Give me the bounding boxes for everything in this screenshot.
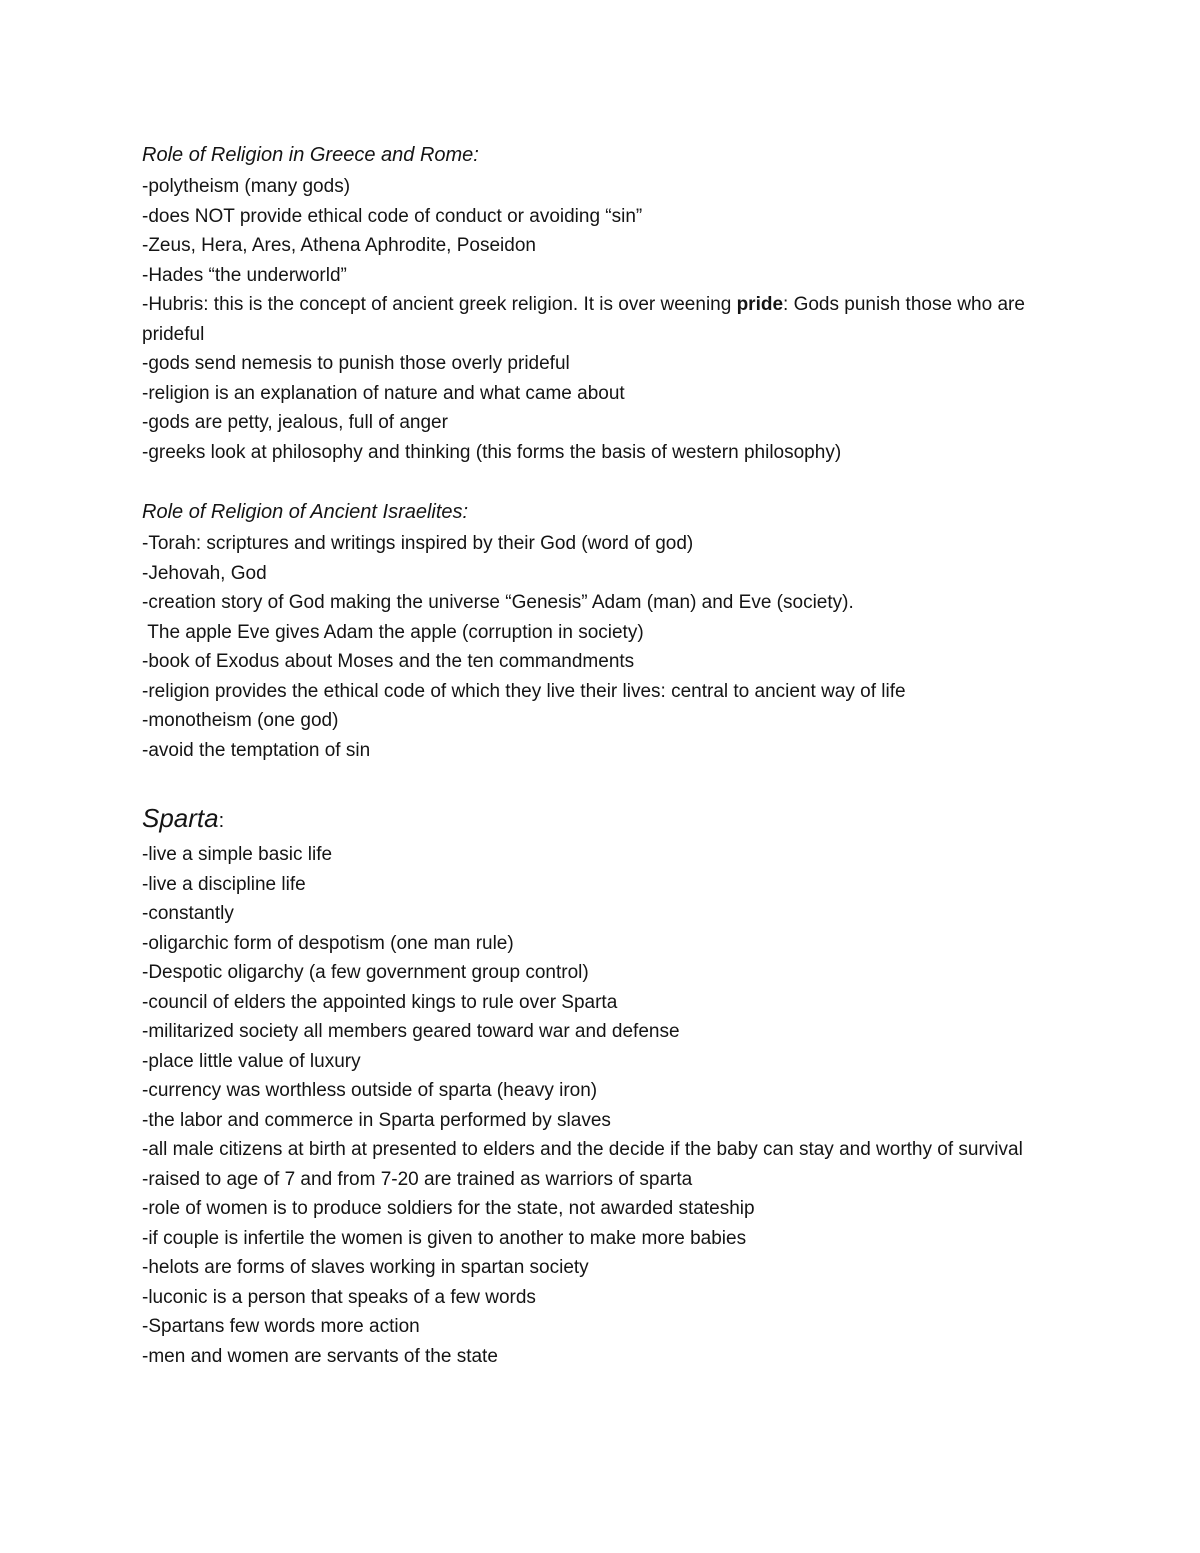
note-line: -Spartans few words more action [142,1316,420,1337]
note-line: -gods are petty, jealous, full of anger [142,412,448,433]
note-line: -luconic is a person that speaks of a few words [142,1286,536,1308]
note-line: -avoid the temptation of sin [142,739,371,761]
note-line: -currency was worthless outside of sparta (heavy iron) [142,1080,598,1101]
note-line: -Zeus, Hera, Ares, Athena Aphrodite, Poseidon [142,235,536,256]
note-list [142,840,1072,1371]
sparta-title-colon: : [218,810,225,832]
note-line: The apple Eve gives Adam the apple (corruption in society) [142,621,644,643]
note-line: -if couple is infertile the women is given to another to make more babies [142,1227,747,1249]
section-heading: Role of Religion of Ancient Israelites: [142,501,469,523]
section-spacer [142,467,1072,497]
section-heading-sparta [142,801,1072,838]
note-line: -religion is an explanation of nature and what came about [142,382,625,404]
note-line: -raised to age of 7 and from 7-20 are trained as warriors of sparta [142,1168,693,1190]
note-line: -does NOT provide ethical code of conduct or avoiding “sin” [142,205,643,227]
note-line: -oligarchic form of despotism (one man rule) [142,932,514,954]
hubris-text: -Hubris: this is the concept of ancient greek religion. It is over weening [142,294,737,315]
section-greece-rome [142,140,1072,467]
note-line: -live a simple basic life [142,844,333,865]
section-heading: Role of Religion in Greece and Rome: [142,144,479,166]
note-line: -polytheism (many gods) [142,176,351,197]
note-line: -creation story of God making the universe “Genesis” Adam (man) and Eve (society). [142,592,854,613]
note-line: -gods send nemesis to punish those overly prideful [142,353,570,374]
pride-bold-text: pride [736,294,784,315]
note-line: -all male citizens at birth at presented to elders and the decide if the baby can stay and worthy of survival [142,1139,1023,1160]
note-line: -council of elders the appointed kings to rule over Sparta [142,991,618,1013]
note-line: -greeks look at philosophy and thinking (this forms the basis of western philosophy) [142,441,842,463]
note-line: -live a discipline life [142,873,306,895]
section-sparta [142,801,1072,1371]
note-line: -Torah: scriptures and writings inspired by their God (word of god) [142,533,694,554]
note-line-hubris [142,290,1072,349]
note-line: -constantly [142,903,234,924]
note-line: -Jehovah, God [142,562,267,584]
note-line: -the labor and commerce in Sparta performed by slaves [142,1109,611,1131]
section-israelites [142,497,1072,765]
sparta-title: Sparta [142,803,219,833]
note-line: -militarized society all members geared toward war and defense [142,1021,680,1042]
note-line: -book of Exodus about Moses and the ten commandments [142,651,635,672]
note-line: -place little value of luxury [142,1050,361,1072]
note-line: -men and women are servants of the state [142,1345,498,1367]
note-line: -Despotic oligarchy (a few government group control) [142,962,589,983]
note-line: -Hades “the underworld” [142,264,347,286]
document-page [142,140,1072,1371]
section-spacer [142,765,1072,795]
note-list [142,529,1072,765]
note-line: -role of women is to produce soldiers for the state, not awarded stateship [142,1198,755,1219]
note-line: -helots are forms of slaves working in spartan society [142,1257,589,1278]
note-list [142,172,1072,467]
note-line: -religion provides the ethical code of which they live their lives: central to ancient way of life [142,680,906,702]
hubris-text-end: : Gods punish those who are prideful [142,294,1031,345]
note-line: -monotheism (one god) [142,710,339,731]
